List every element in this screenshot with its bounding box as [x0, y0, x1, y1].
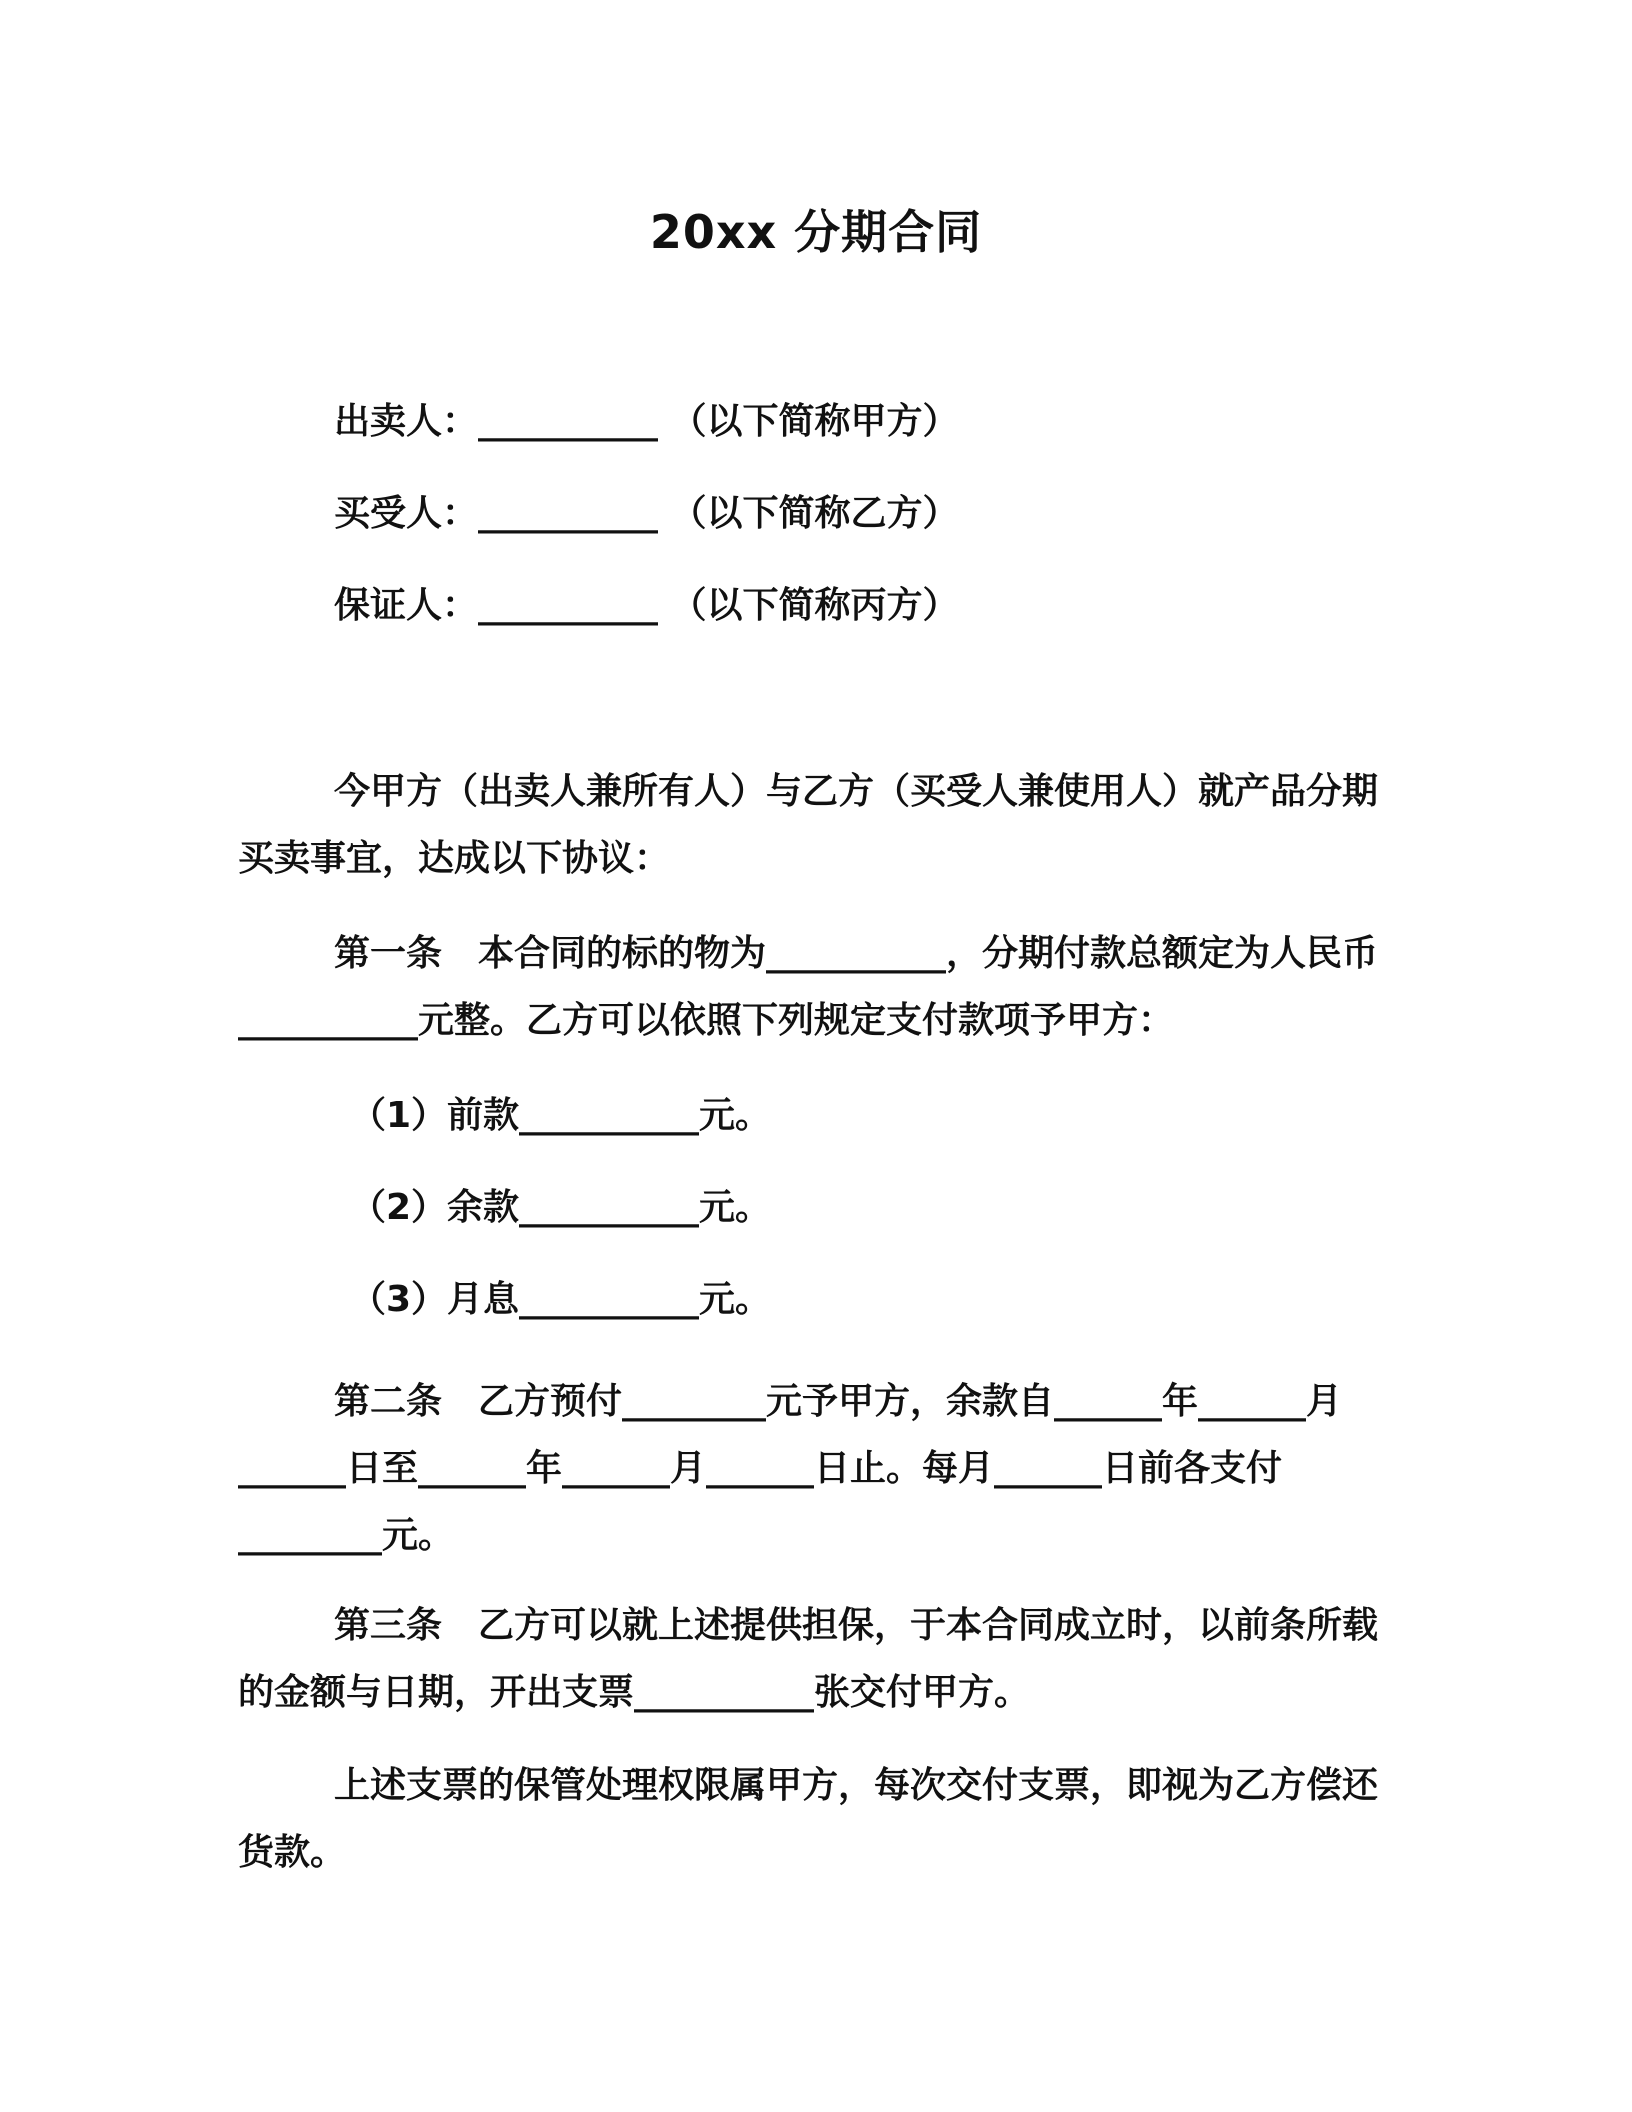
- party-guarantor: 保证人：__________ （以下简称丙方）: [334, 585, 959, 626]
- party-buyer: 买受人：__________ （以下简称乙方）: [334, 493, 959, 534]
- payment-item-3: （3）月息__________元。: [350, 1279, 772, 1320]
- article-1: 第一条 本合同的标的物为__________，分期付款总额定为人民币__________元整。乙方可以依照下列规定支付款项予甲方：: [238, 933, 1379, 1041]
- article-3: 第三条 乙方可以就上述提供担保，于本合同成立时，以前条所载的金额与日期，开出支票__________张交付甲方。: [238, 1605, 1379, 1713]
- payment-item-1: （1）前款__________元。: [350, 1095, 772, 1136]
- article-3-note: 上述支票的保管处理权限属甲方，每次交付支票，即视为乙方偿还货款。: [238, 1765, 1379, 1873]
- payment-item-2: （2）余款__________元。: [350, 1187, 772, 1228]
- document-title: 20xx 分期合同: [649, 205, 983, 259]
- article-2: 第二条 乙方预付________元予甲方，余款自______年______月______日至______年______月______日止。每月______日前各支付________元。: [238, 1381, 1343, 1556]
- intro-paragraph: 今甲方（出卖人兼所有人）与乙方（买受人兼使用人）就产品分期买卖事宜，达成以下协议：: [238, 771, 1379, 879]
- party-seller: 出卖人：__________ （以下简称甲方）: [334, 401, 959, 442]
